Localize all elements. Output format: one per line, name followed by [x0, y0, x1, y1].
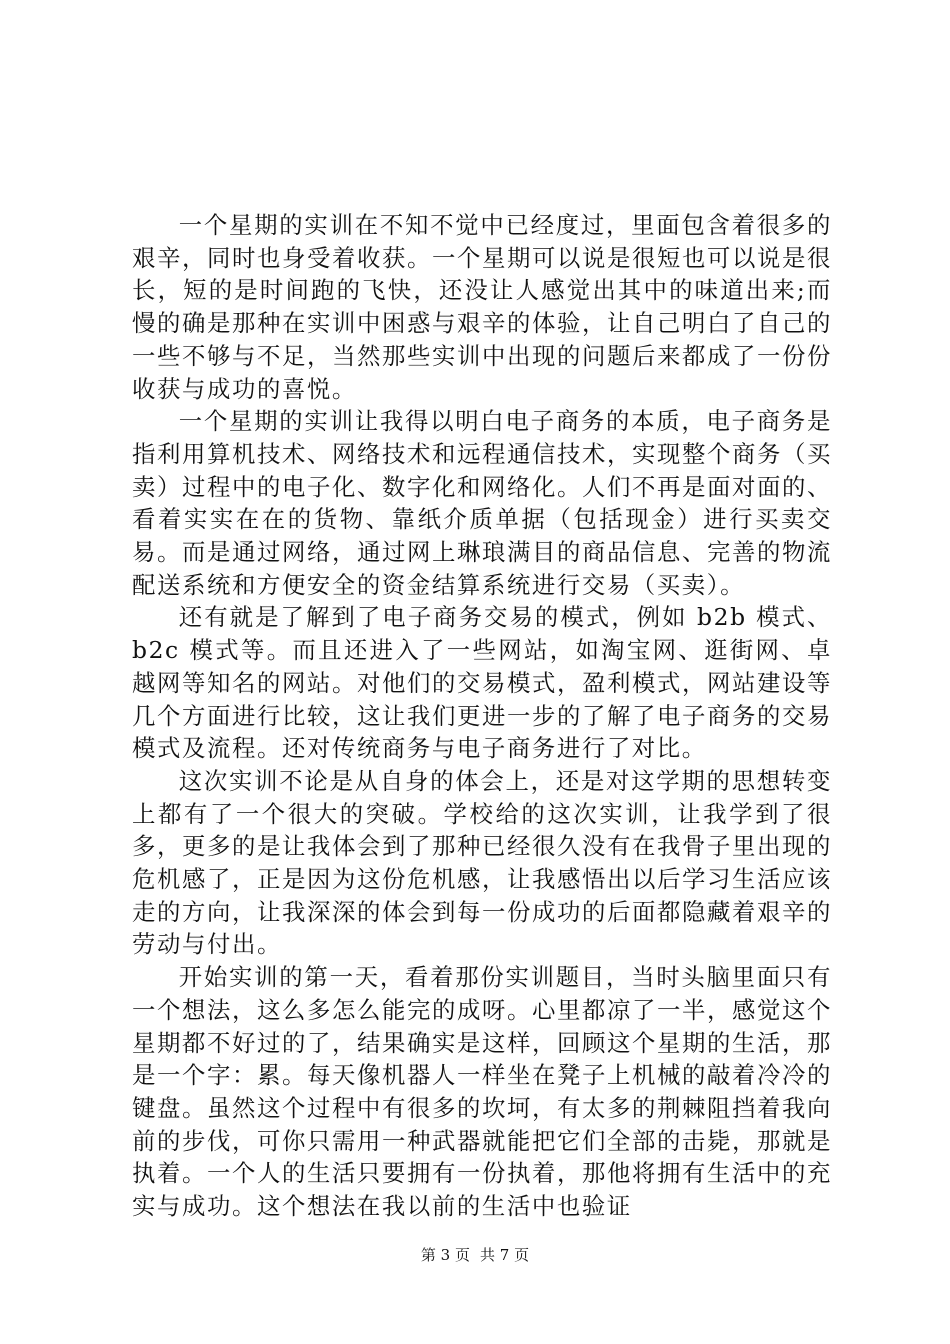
page-footer	[0, 1245, 950, 1265]
paragraph-4: 这次实训不论是从自身的体会上，还是对这学期的思想转变上都有了一个很大的突破。学校给的这次实训，让我学到了很多，更多的是让我体会到了那种已经很久没有在我骨子里出现的危机感了，正是因为这份危机感，让我感悟出以后学习生活应该走的方向，让我深深的体会到每一份成功的后面都隐藏着艰辛的劳动与付出。	[132, 766, 832, 959]
paragraph-5: 开始实训的第一天，看着那份实训题目，当时头脑里面只有一个想法，这么多怎么能完的成呀。心里都凉了一半，感觉这个星期都不好过的了，结果确实是这样，回顾这个星期的生活，那是一个字：累。每天像机器人一样坐在凳子上机械的敲着冷冷的键盘。虽然这个过程中有很多的坎坷，有太多的荆棘阻挡着我向前的步伐，可你只需用一种武器就能把它们全部的击毙，那就是执着。一个人的生活只要拥有一份执着，那他将拥有生活中的充实与成功。这个想法在我以前的生活中也验证	[132, 963, 832, 1221]
page-total: 共 7 页	[480, 1246, 530, 1264]
document-body	[132, 209, 832, 1223]
paragraph-3: 还有就是了解到了电子商务交易的模式，例如 b2b 模式、b2c 模式等。而且还进入了一些网站，如淘宝网、逛街网、卓越网等知名的网站。对他们的交易模式，盈利模式，网站建设等几个方面进行比较，这让我们更进一步的了解了电子商务的交易模式及流程。还对传统商务与电子商务进行了对比。	[132, 603, 832, 763]
page-number: 第 3 页	[420, 1246, 470, 1264]
paragraph-2: 一个星期的实训让我得以明白电子商务的本质，电子商务是指利用算机技术、网络技术和远程通信技术，实现整个商务（买卖）过程中的电子化、数字化和网络化。人们不再是面对面的、看着实实在在的货物、靠纸介质单据（包括现金）进行买卖交易。而是通过网络，通过网上琳琅满目的商品信息、完善的物流配送系统和方便安全的资金结算系统进行交易（买卖）。	[132, 407, 832, 599]
paragraph-1: 一个星期的实训在不知不觉中已经度过，里面包含着很多的艰辛，同时也身受着收获。一个星期可以说是很短也可以说是很长，短的是时间跑的飞快，还没让人感觉出其中的味道出来;而慢的确是那种在实训中困惑与艰辛的体验，让自己明白了自己的一些不够与不足，当然那些实训中出现的问题后来都成了一份份收获与成功的喜悦。	[132, 211, 832, 403]
